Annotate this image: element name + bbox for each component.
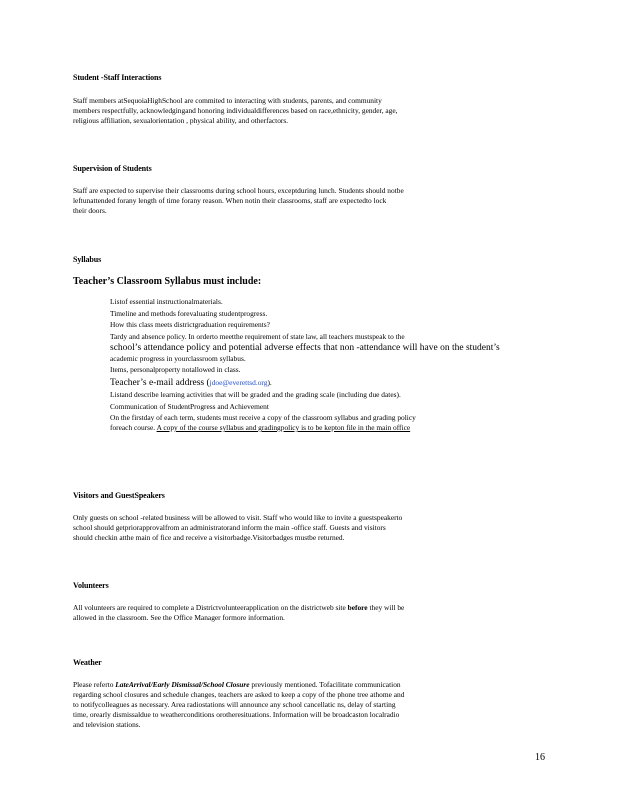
bold-before: before — [347, 603, 368, 612]
paragraph-staff-interactions — [73, 96, 533, 126]
closure-reference: LateArrival/Early Dismissal/School Closure — [115, 680, 250, 689]
underlined-policy-text: A copy of the course syllabus and gradingpolicy is to be kepton file in the main office — [156, 423, 411, 432]
section-heading-weather: Weather — [73, 658, 102, 667]
paragraph-line: All volunteers are required to complete a Districtvolunteerapplication on the districtweb site before they will be — [73, 603, 405, 612]
paragraph-weather — [73, 680, 533, 730]
list-item: Teacher’s e-mail address (jdoe@everettsd.org). — [110, 377, 272, 388]
syllabus-subheading: Teacher’s Classroom Syllabus must include: — [73, 276, 262, 287]
paragraph-visitors — [73, 513, 533, 543]
paragraph-line: to notifycolleagues as necessary. Area radiostations will announce any school cancellatic ns, delay of starting — [73, 700, 396, 709]
paragraph-supervision — [73, 186, 533, 216]
syllabus-requirements-list — [90, 297, 530, 435]
paragraph-line: religious affiliation, sexualorientation , physical ability, and otherfactors. — [73, 116, 289, 125]
paragraph-line: Staff members atSequoiaHighSchool are commited to interacting with students, parents, and community — [73, 96, 382, 105]
list-item: On the firstday of each term, students must receive a copy of the classroom syllabus and grading policy foreach course. A copy of the course syllabus and gradingpolicy is to be kepton file in the main office — [110, 413, 416, 432]
paragraph-line: and television stations. — [73, 720, 141, 729]
list-item: Items, personalproperty notallowed in class. — [110, 365, 241, 374]
paragraph-line: school should getpriorapprovalfrom an administratorand inform the main -office staff. Guests and visitors — [73, 523, 386, 532]
paragraph-line: Staff are expected to supervise their classrooms during school hours, exceptduring lunch. Students should notbe — [73, 186, 404, 195]
paragraph-line: allowed in the classroom. See the Office Manager formore information. — [73, 613, 285, 622]
paragraph-line: their doors. — [73, 206, 107, 215]
section-heading-syllabus: Syllabus — [73, 255, 102, 264]
paragraph-volunteers — [73, 603, 533, 623]
page-number: 16 — [535, 752, 545, 763]
paragraph-line: time, orearly dismissaldue to weatherconditions orotheresituations. Information will be broadcaston localradio — [73, 710, 400, 719]
email-link[interactable]: jdoe@everettsd.org — [209, 377, 268, 387]
paragraph-line: regarding school closures and schedule changes, teachers are asked to keep a copy of the phone tree athome and — [73, 690, 405, 699]
paragraph-line: leftunattended forany length of time forany reason. When notin their classrooms, staff are expectedto lock — [73, 196, 387, 205]
paragraph-line: Only guests on school -related business will be allowed to visit. Staff who would like to invite a guestspeakerto — [73, 513, 403, 522]
section-heading-visitors: Visitors and GuestSpeakers — [73, 491, 165, 500]
section-heading-supervision: Supervision of Students — [73, 164, 152, 173]
list-item: Communication of StudentProgress and Achievement — [110, 401, 269, 411]
list-item: Listand describe learning activities that will be graded and the grading scale (including due dates). — [110, 390, 401, 399]
list-item: Listof essential instructionalmaterials. — [110, 297, 223, 306]
list-item: Tardy and absence policy. In orderto meetthe requirement of state law, all teachers mustspeak to the school’s attendance policy and potential adverse effects that non -attendance will have on the student’s academic progress in yourclassroom syllabus. — [110, 331, 500, 363]
section-heading-staff-interactions: Student -Staff Interactions — [73, 73, 162, 82]
paragraph-line: should checkin atthe main of fice and receive a visitorbadge.Visitorbadges mustbe returned. — [73, 533, 345, 542]
paragraph-line: members respectfully, acknowledgingand honoring individualdifferences based on race,ethnicity, gender, age, — [73, 106, 398, 115]
list-item: How this class meets districtgraduation requirements? — [110, 320, 270, 329]
list-item: Timeline and methods forevaluating studentprogress. — [110, 308, 268, 318]
section-heading-volunteers: Volunteers — [73, 581, 109, 590]
paragraph-line: Please referto LateArrival/Early Dismissal/School Closure previously mentioned. Tofacilitate communication — [73, 680, 401, 689]
